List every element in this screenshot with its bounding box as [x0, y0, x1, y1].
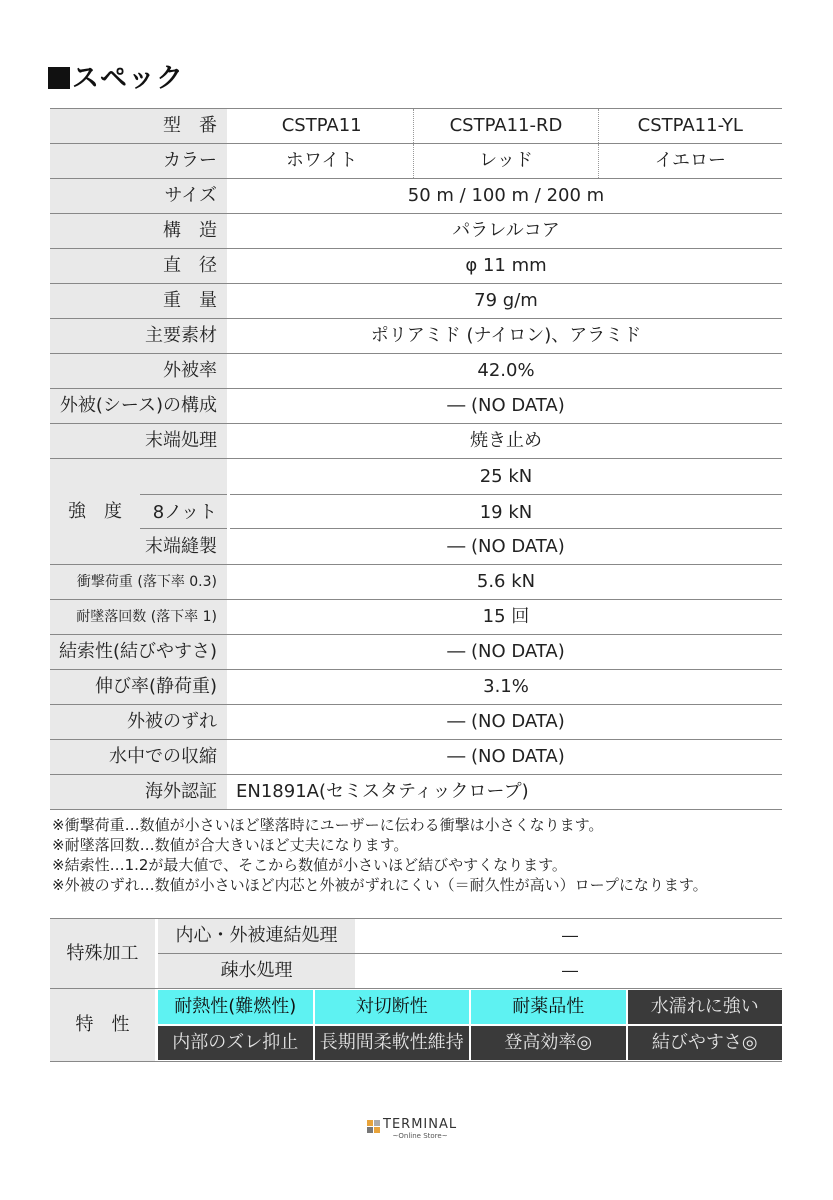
spec-value: ― (NO DATA) — [447, 641, 565, 662]
spec-table — [50, 108, 782, 810]
spec-row-certification — [50, 775, 782, 810]
spec-cell: ホワイト — [285, 150, 358, 171]
feature-chip: 内部のズレ抑止 — [158, 1026, 313, 1060]
logo-square — [374, 1120, 380, 1126]
note-line: ※耐墜落回数…数値が合大きいほど丈夫になります。 — [52, 836, 409, 854]
spec-value: パラレルコア — [452, 220, 560, 241]
spec-label: 構 造 — [50, 214, 230, 248]
spec-label: 主要素材 — [50, 319, 230, 353]
logo-sub: ~Online Store~ — [392, 1132, 448, 1140]
strength-sub-label: 8ノット — [140, 494, 227, 529]
spec-row-weight — [50, 284, 782, 319]
special-sub-value: ― — [562, 926, 578, 945]
spec-value: φ 11 mm — [465, 255, 547, 276]
spec-label: 伸び率(静荷重) — [50, 670, 230, 704]
special-processing-label: 特殊加工 — [50, 919, 158, 988]
spec-label: 水中での収縮 — [50, 740, 230, 774]
strength-value: 25 kN — [479, 466, 533, 487]
spec-row-color — [50, 144, 782, 179]
special-processing-row — [50, 919, 782, 989]
spec-row-size — [50, 179, 782, 214]
spec-value: ― (NO DATA) — [447, 711, 565, 732]
strength-sub-label: 末端縫製 — [145, 536, 217, 557]
spec-value: 5.6 kN — [476, 571, 536, 592]
spec-cell: レッド — [413, 144, 597, 178]
spec-row-fall-count — [50, 600, 782, 635]
spec-cell: CSTPA11 — [281, 115, 362, 136]
feature-chip: 耐薬品性 — [471, 990, 626, 1024]
spec-label: 外被のずれ — [50, 705, 230, 739]
spec-row-material — [50, 319, 782, 354]
spec-value: 50 m / 100 m / 200 m — [407, 185, 605, 206]
spec-cell: CSTPA11-YL — [598, 109, 782, 143]
title-square-icon — [48, 67, 70, 89]
feature-chip: 登高効率◎ — [471, 1026, 626, 1060]
spec-label: 外被率 — [50, 354, 230, 388]
spec-value: 79 g/m — [474, 290, 538, 311]
feature-chip: 耐熱性(難燃性) — [158, 990, 313, 1024]
strength-value: 19 kN — [230, 494, 782, 529]
feature-chip: 結びやすさ◎ — [628, 1026, 783, 1060]
spec-row-end-treatment — [50, 424, 782, 459]
spec-value: 3.1% — [483, 676, 529, 697]
spec-label: 型 番 — [50, 109, 230, 143]
notes — [52, 815, 708, 895]
spec-value: ― (NO DATA) — [447, 395, 565, 416]
special-sub-label: 内心・外被連結処理 — [158, 919, 358, 953]
feature-chip: 水濡れに強い — [628, 990, 783, 1024]
spec-row-sheath-slip — [50, 705, 782, 740]
features-label: 特 性 — [50, 989, 158, 1061]
spec-row-water-shrink — [50, 740, 782, 775]
spec-row-impact-force — [50, 565, 782, 600]
spec-row-diameter — [50, 249, 782, 284]
spec-label: 末端処理 — [50, 424, 230, 458]
logo-brand: TERMINAL — [383, 1117, 458, 1132]
spec-cell: イエロー — [598, 144, 782, 178]
spec-cell: CSTPA11-RD — [413, 109, 597, 143]
strength-sub-label — [140, 459, 227, 494]
note-line: ※衝撃荷重…数値が小さいほど墜落時にユーザーに伝わる衝撃は小さくなります。 — [52, 816, 604, 834]
spec-value: 15 回 — [482, 606, 530, 627]
spec-value: EN1891A(セミスタティックロープ) — [236, 781, 529, 802]
features-grid — [158, 989, 782, 1061]
spec-row-elongation — [50, 670, 782, 705]
spec-label: 海外認証 — [50, 775, 230, 809]
spec-label: 直 径 — [50, 249, 230, 283]
strength-value: ― (NO DATA) — [447, 536, 565, 557]
spec-row-sheath-structure — [50, 389, 782, 424]
spec-label: 外被(シース)の構成 — [50, 389, 230, 423]
special-sub-value: ― — [562, 961, 578, 980]
logo-mark-icon — [367, 1120, 380, 1133]
special-table — [50, 918, 782, 1062]
logo-square — [367, 1127, 373, 1133]
spec-label: カラー — [50, 144, 230, 178]
spec-label: 衝撃荷重 (落下率 0.3) — [50, 565, 230, 599]
logo-square — [367, 1120, 373, 1126]
strength-label: 強 度 — [50, 459, 140, 564]
spec-value: ポリアミド (ナイロン)、アラミド — [370, 325, 642, 346]
spec-row-knotability — [50, 635, 782, 670]
note-line: ※結索性…1.2が最大値で、そこから数値が小さいほど結びやすくなります。 — [52, 856, 567, 874]
spec-row-strength — [50, 459, 782, 565]
spec-row-sheath-ratio — [50, 354, 782, 389]
spec-label: 結索性(結びやすさ) — [50, 635, 230, 669]
spec-value: ― (NO DATA) — [447, 746, 565, 767]
feature-chip: 対切断性 — [315, 990, 470, 1024]
spec-row-structure — [50, 214, 782, 249]
note-line: ※外被のずれ…数値が小さいほど内芯と外被がずれにくい（＝耐久性が高い）ロープになります。 — [52, 876, 708, 894]
special-sub-label: 疎水処理 — [158, 954, 358, 988]
page-title — [48, 56, 184, 95]
logo-square — [374, 1127, 380, 1133]
features-row — [50, 989, 782, 1062]
spec-label: 耐墜落回数 (落下率 1) — [50, 600, 230, 634]
spec-row-model — [50, 109, 782, 144]
terminal-logo — [367, 1118, 457, 1140]
spec-label: 重 量 — [50, 284, 230, 318]
feature-chip: 長期間柔軟性維持 — [315, 1026, 470, 1060]
spec-value: 42.0% — [477, 360, 535, 381]
spec-label: サイズ — [50, 179, 230, 213]
spec-value: 焼き止め — [470, 430, 542, 451]
title-text: スペック — [72, 63, 184, 94]
